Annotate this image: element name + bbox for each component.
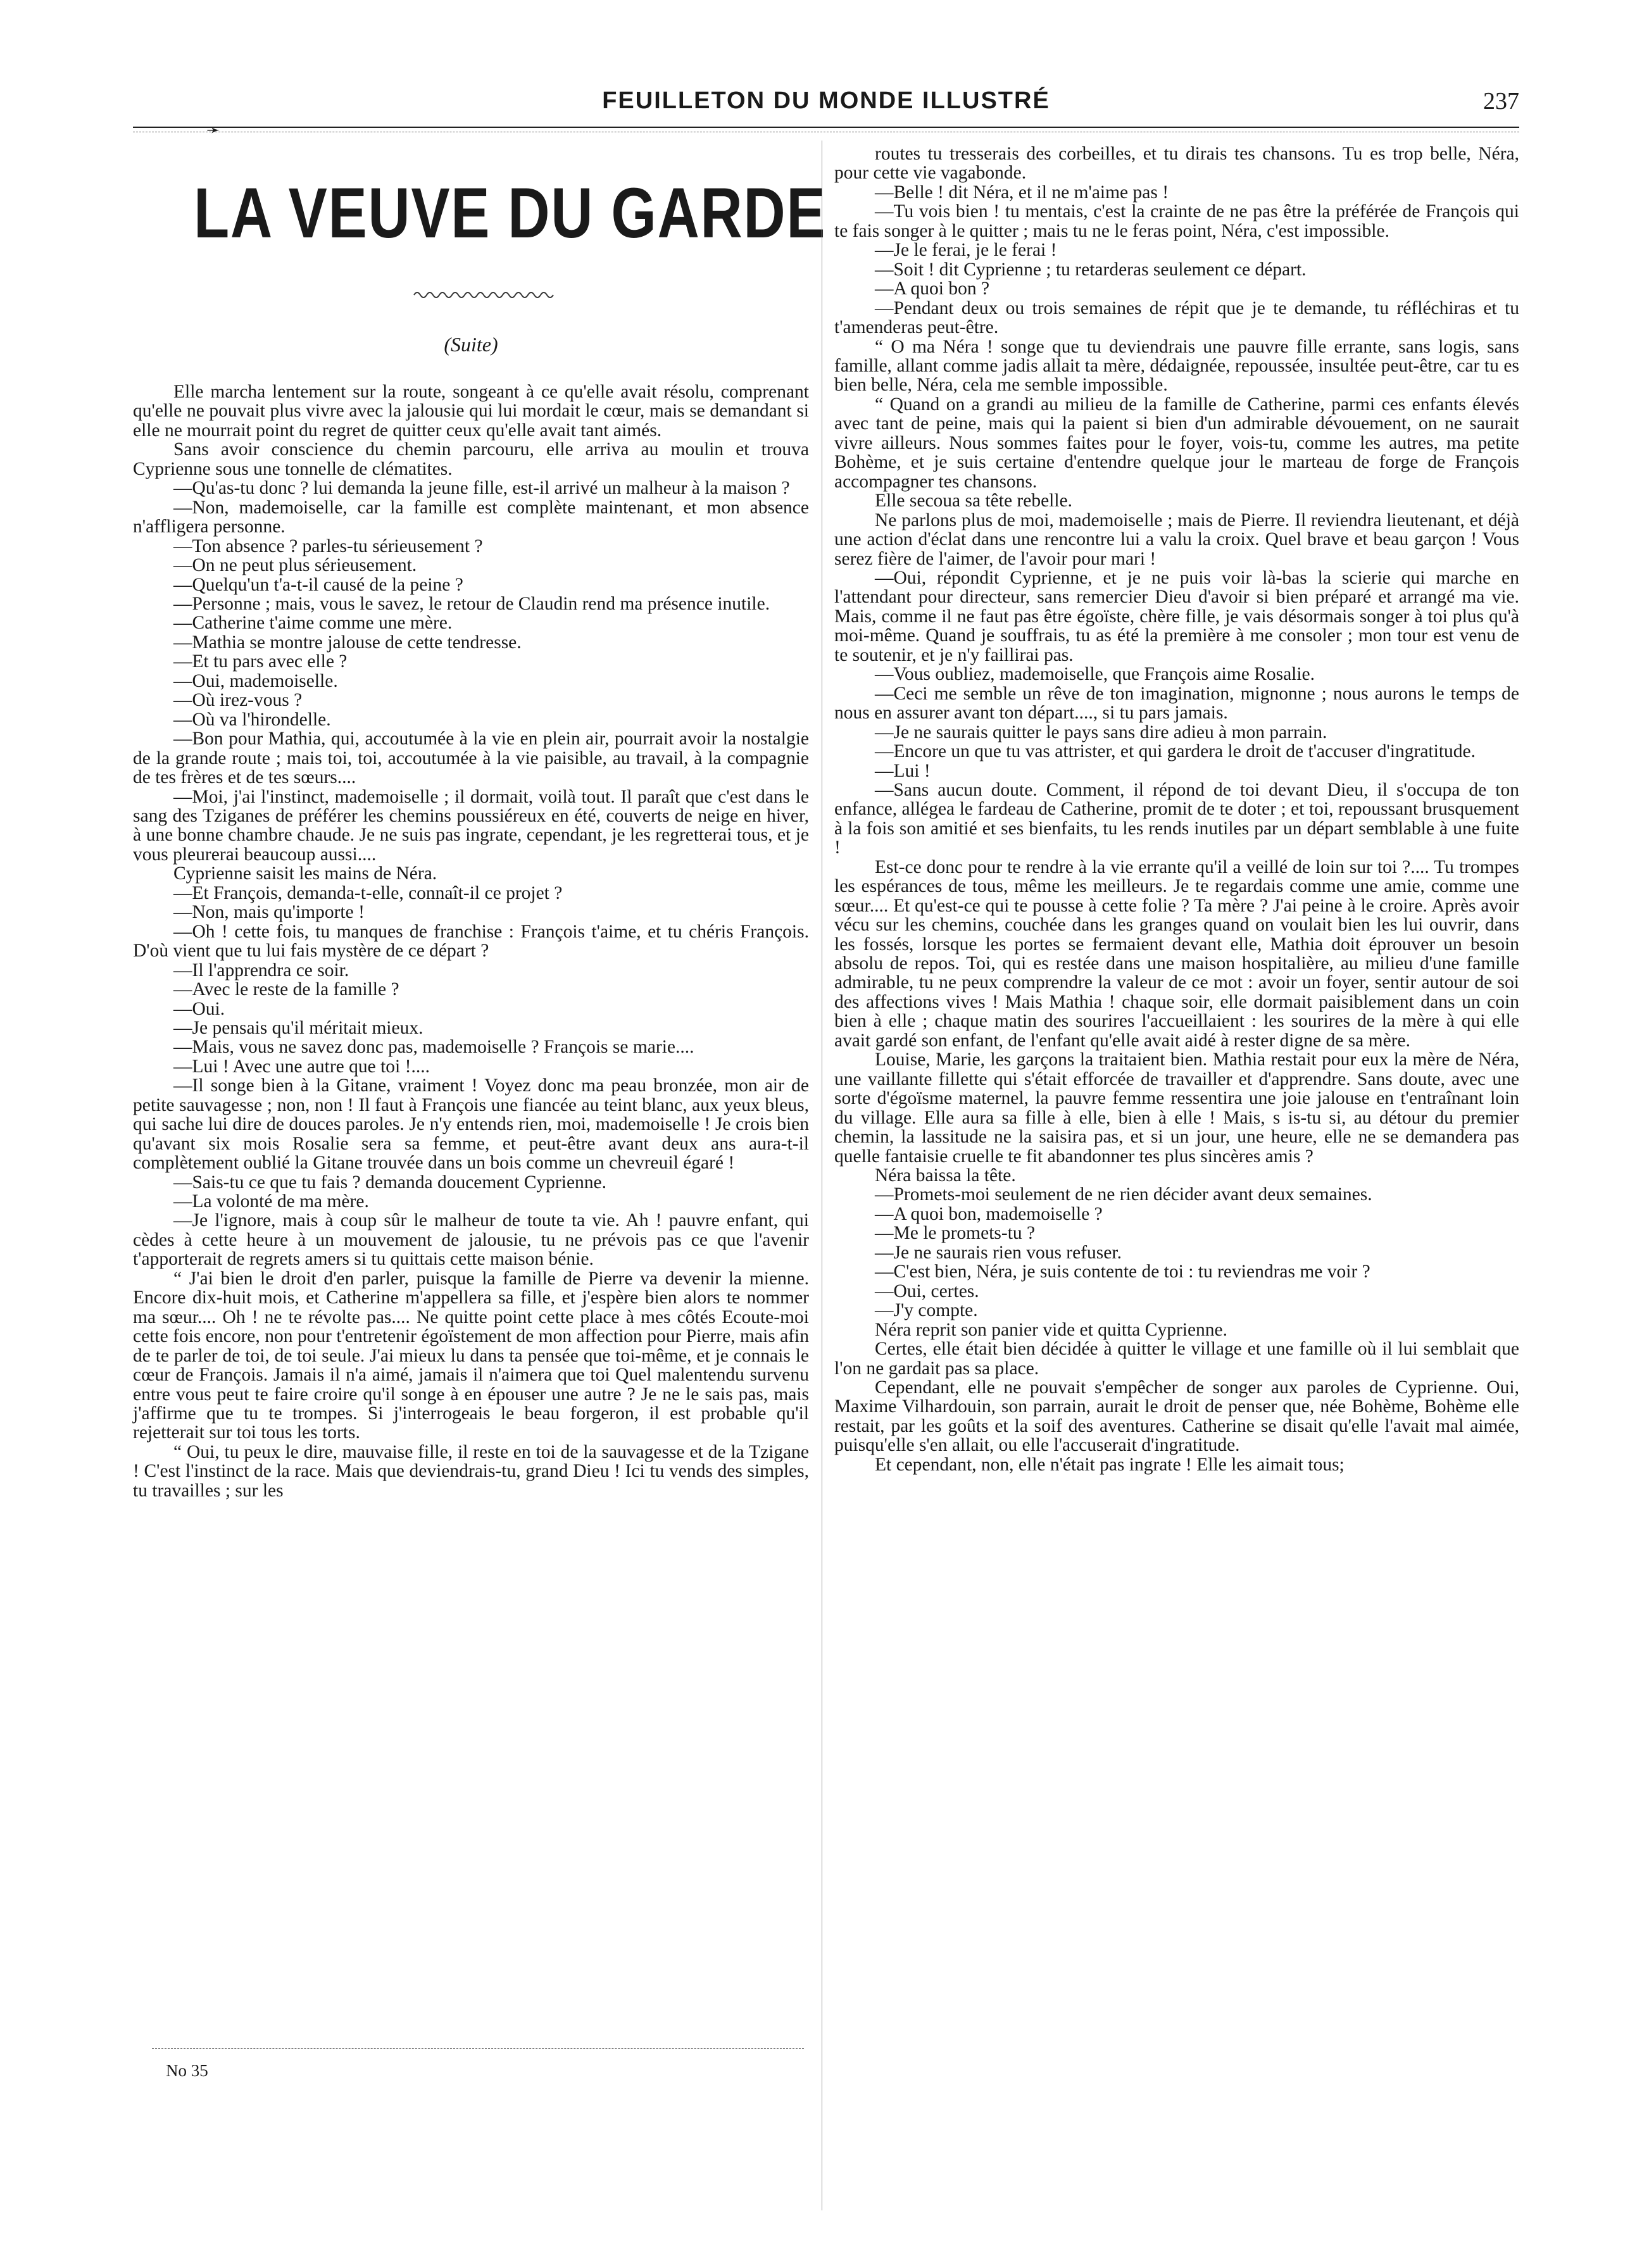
paragraph: —Encore un que tu vas attrister, et qui gardera le droit de t'accuser d'ingratitude. [875,741,1476,762]
paragraph: —Mais, vous ne savez donc pas, mademoiselle ? François se marie.... [173,1037,694,1058]
flourish-ornament-icon [413,289,556,301]
paragraph: Néra reprit son panier vide et quitta Cyprienne. [875,1319,1228,1340]
paragraph: —J'y compte. [875,1300,978,1321]
paragraph: —Qu'as-tu donc ? lui demanda la jeune fille, est-il arrivé un malheur à la maison ? [173,478,790,499]
paragraph: —Me le promets-tu ? [875,1223,1036,1244]
story-subtitle: (Suite) [444,333,498,356]
paragraph: —Je ne saurais quitter le pays sans dire adieu à mon parrain. [875,722,1327,742]
paragraph: Elle secoua sa tête rebelle. [875,491,1073,511]
header-rule [133,127,1519,128]
paragraph: —Il songe bien à la Gitane, vraiment ! Voyez donc ma peau bronzée, mon air de petite sauvagesse ; non, non ! Il faut à François une fiancée au teint blanc, aux yeux bleus, qui sache lui dire de douces paroles. Je n'y entends rien, moi, mademoiselle ! Je crois bien qu'avant six mois Rosalie sera sa femme, et peut-être avant deux ans aura-t-il complètement oublié la Gitane trouvée dans un bois comme un chevreuil égaré ! [133,1075,809,1174]
paragraph: —Oui, mademoiselle. [173,670,338,691]
paragraph: —Lui ! [875,760,931,781]
paragraph: —Où irez-vous ? [173,690,303,711]
paragraph: —Bon pour Mathia, qui, accoutumée à la vie en plein air, pourrait avoir la nostalgie de la grande route ; mais toi, toi, accoutumée à la vie paisible, au travail, à la compagnie de tes frères et de tes sœurs.... [133,729,809,788]
paragraph: —Oui, certes. [875,1281,979,1301]
paragraph: —Oui. [173,998,225,1019]
paragraph: —Promets-moi seulement de ne rien décider avant deux semaines. [875,1184,1372,1205]
paragraph: “ Oui, tu peux le dire, mauvaise fille, il reste en toi de la sauvagesse et de la Tzigane ! C'est l'instinct de la race. Mais que deviendrais-tu, grand Dieu ! Ici tu vends des simples, tu travailles ; sur les [133,1441,809,1501]
paragraph: Sans avoir conscience du chemin parcouru, elle arriva au moulin et trouva Cyprienne sous une tonnelle de clématites. [133,439,809,479]
paragraph: —Soit ! dit Cyprienne ; tu retarderas seulement ce départ. [875,259,1307,280]
paragraph: —Pendant deux ou trois semaines de répit que je te demande, tu réfléchiras et tu t'amenderas peut-être. [834,298,1519,338]
paragraph: —La volonté de ma mère. [173,1191,369,1212]
paragraph: routes tu tresserais des corbeilles, et tu dirais tes chansons. Tu es trop belle, Néra, pour cette vie vagabonde. [834,144,1519,184]
paragraph: —On ne peut plus sérieusement. [173,555,417,576]
paragraph: —Je l'ignore, mais à coup sûr le malheur de toute ta vie. Ah ! pauvre enfant, qui cèdes à cette heure à un mouvement de jalousie, tu ne prévois pas ce que l'avenir t'apporterait de regrets amers si tu quittais cette maison bénie. [133,1210,809,1270]
paragraph: —Où va l'hirondelle. [173,709,331,730]
paragraph: Elle marcha lentement sur la route, songeant à ce qu'elle avait résolu, comprenant qu'elle ne pouvait plus vivre avec la jalousie qui lui mordait le cœur, mais se demandant si elle ne mourrait point du regret de quitter ceux qu'elle avait tant aimés. [133,382,809,441]
paragraph: —Avec le reste de la famille ? [173,979,399,1000]
paragraph: —Sais-tu ce que tu fais ? demanda doucement Cyprienne. [173,1172,607,1193]
paragraph: —A quoi bon ? [875,279,990,299]
footer-rule [152,2048,804,2049]
paragraph: —Et François, demanda-t-elle, connaît-il ce projet ? [173,882,563,903]
paragraph: —Ton absence ? parles-tu sérieusement ? [173,536,483,556]
paragraph: “ J'ai bien le droit d'en parler, puisque la famille de Pierre va devenir la mienne. Encore dix-huit mois, et Catherine m'appellera sa fille, et j'espère bien alors te nommer ma sœur.... Oh ! ne te révolte pas.... Ne quitte point cette place à mes côtés Ecoute-moi cette fois encore, non pour t'entretenir égoïstement de mon affection pour Pierre, mais afin de te parler de toi, de toi seule. J'ai mieux lu dans ta pensée que toi-même, et je connais le cœur de François. Jamais il n'a aimé, jamais il n'aimera que toi Quel malentendu survenu entre vous peut te faire croire qu'il songe à en épouser une autre ? Je ne le sais pas, mais j'affirme que tu te trompes. Si j'interrogeais le beau forgeron, il est probable qu'il rejetterait sur toi tous les torts. [133,1268,809,1443]
running-header [133,87,1519,125]
paragraph: —Oui, répondit Cyprienne, et je ne puis voir là-bas la scierie qui marche en l'attendant pour directeur, sans remercier Dieu d'avoir si bien préparé et arrangé ma vie. Mais, comme il ne faut pas être égoïste, chère fille, je vais désormais songer à toi plus qu'à moi-même. Quand je souffrais, tu as été la première à me consoler ; mon tour est venu de te soutenir, et je n'y faillirai pas. [834,567,1519,665]
paragraph: —Belle ! dit Néra, et il ne m'aime pas ! [875,182,1169,203]
paragraph: —Lui ! Avec une autre que toi !.... [173,1056,430,1077]
left-column [133,382,809,1500]
paragraph: —Je le ferai, je le ferai ! [875,240,1057,261]
paragraph: —Non, mademoiselle, car la famille est complète maintenant, et mon absence n'affligera personne. [133,497,809,537]
paragraph: Cependant, elle ne pouvait s'empêcher de songer aux paroles de Cyprienne. Oui, Maxime Vilhardouin, son parrain, aurait le droit de penser que, née Bohème, Bohème elle restait, par les goûts et la soif des aventures. Catherine se disait qu'elle l'avait mal aimée, puisqu'elle s'en allait, ou elle l'accuserait d'ingratitude. [834,1377,1519,1456]
paragraph: —Je pensais qu'il méritait mieux. [173,1017,423,1038]
paragraph: —Catherine t'aime comme une mère. [173,613,453,634]
paragraph: —Il l'apprendra ce soir. [173,960,349,981]
paragraph: —Mathia se montre jalouse de cette tendresse. [173,632,522,653]
story-title: LA VEUVE DU GARDE [194,173,827,253]
paragraph: Est-ce donc pour te rendre à la vie errante qu'il a veillé de loin sur toi ?.... Tu trompes les espérances de tous, même les meilleurs. Je te regardais comme une amie, comme une sœur.... Et qu'est-ce qui te pousse à cette folie ? Ta mère ? J'ai peine à le croire. Après avoir vécu sur les chemins, couchée dans les granges quand on voulait bien les lui ouvrir, dans les fossés, lorsque les portes se fermaient devant elle, Mathia doit éprouver un besoin absolu de repos. Toi, qui es restée dans une maison hospitalière, au milieu d'une famille admirable, tu ne peux comprendre la valeur de ce mot : avoir un foyer, sentir autour de soi des affections vives ! Mais Mathia ! chaque soir, elle dormait paisiblement dans un coin bien à elle ; chaque matin des sourires l'accueillaient : les sourires de la mère à qui elle avait gardé son enfant, de l'enfant qu'elle avait aidé à rester digne de sa mère. [834,856,1519,1051]
paragraph: —Personne ; mais, vous le savez, le retour de Claudin rend ma présence inutile. [173,593,770,614]
issue-number: No 35 [166,2061,208,2080]
paragraph: Et cependant, non, elle n'était pas ingrate ! Elle les aimait tous; [875,1454,1345,1475]
paragraph: —Ceci me semble un rêve de ton imagination, mignonne ; nous aurons le temps de nous en assurer avant ton départ...., si tu pars jamais. [834,683,1519,724]
paragraph: —Moi, j'ai l'instinct, mademoiselle ; il dormait, voilà tout. Il paraît que c'est dans le sang des Tziganes de préférer les chemins poussiéreux en été, couverts de neige en hiver, à une bonne chambre chaude. Je ne suis pas ingrate, cependant, je les regretterai tous, et je vous pleurerai beaucoup aussi.... [133,786,809,865]
paragraph: “ Quand on a grandi au milieu de la famille de Catherine, parmi ces enfants élevés avec tant de peine, mais qui la paient si bien d'un admirable dévouement, on ne saurait vivre ailleurs. Nous sommes faites pour le foyer, vois-tu, comme les autres, ma petite Bohème, et je suis certaine d'entendre quelque jour le marteau de forge de François accompagner tes chansons. [834,394,1519,492]
paragraph: —A quoi bon, mademoiselle ? [875,1203,1103,1224]
paragraph: —Quelqu'un t'a-t-il causé de la peine ? [173,574,463,595]
paragraph: Cyprienne saisit les mains de Néra. [173,863,437,884]
right-column [834,144,1519,1474]
paragraph: —Je ne saurais rien vous refuser. [875,1242,1122,1263]
paragraph: —C'est bien, Néra, je suis contente de toi : tu reviendras me voir ? [875,1262,1370,1282]
paragraph: Louise, Marie, les garçons la traitaient bien. Mathia restait pour eux la mère de Néra, une vaillante fillette qui s'était efforcée de travailler et d'apprendre. Sans doute, avec une sorte d'égoïsme maternel, la pauvre femme ressentira une joie jalouse en t'entraînant loin du village. Elle aura sa fille à elle, bien à elle ! Mais, s is-tu si, au détour du premier chemin, la lassitude ne la saisira pas, et si un jour, une heure, elle ne se demandera pas quelle fantaisie cruelle te fit abandonner tes plus sincères amis ? [834,1049,1519,1167]
paragraph: —Tu vois bien ! tu mentais, c'est la crainte de ne pas être la préférée de François qui te fais songer à le quitter ; mais tu ne le feras point, Néra, c'est impossible. [834,201,1519,241]
paragraph: —Non, mais qu'importe ! [173,902,365,923]
paragraph: Certes, elle était bien décidée à quitter le village et une famille où il lui semblait que l'on ne gardait pas sa place. [834,1339,1519,1379]
paragraph: —Vous oubliez, mademoiselle, que François aime Rosalie. [875,664,1315,685]
page-number: 237 [1483,88,1519,115]
paragraph: —Et tu pars avec elle ? [173,651,348,672]
paragraph: —Oh ! cette fois, tu manques de franchise : François t'aime, et tu chéris François. D'où vient que tu lui fais mystère de ce départ ? [133,921,809,962]
arrow-ornament-icon: ➛ [206,121,220,140]
paragraph: —Sans aucun doute. Comment, il répond de toi devant Dieu, il s'occupa de ton enfance, allégea le fardeau de Catherine, promit de te doter ; et toi, repoussant brusquement à la fois son amitié et ses bienfaits, tu les rends inutiles par un départ semblable à une fuite ! [834,779,1519,858]
paragraph: Néra baissa la tête. [875,1165,1016,1186]
paragraph: “ O ma Néra ! songe que tu deviendrais une pauvre fille errante, sans logis, sans famille, allant comme jadis allait ta mère, dédaignée, repoussée, insultée peut-être, car tu es bien belle, Néra, cela me semble impossible. [834,336,1519,396]
running-header-title: FEUILLETON DU MONDE ILLUSTRÉ [602,87,1050,114]
paragraph: Ne parlons plus de moi, mademoiselle ; mais de Pierre. Il reviendra lieutenant, et déjà une action d'éclat dans une rencontre lui a valu la croix. Quel brave et beau garçon ! Vous serez fière de l'aimer, de l'avoir pour mari ! [834,510,1519,569]
